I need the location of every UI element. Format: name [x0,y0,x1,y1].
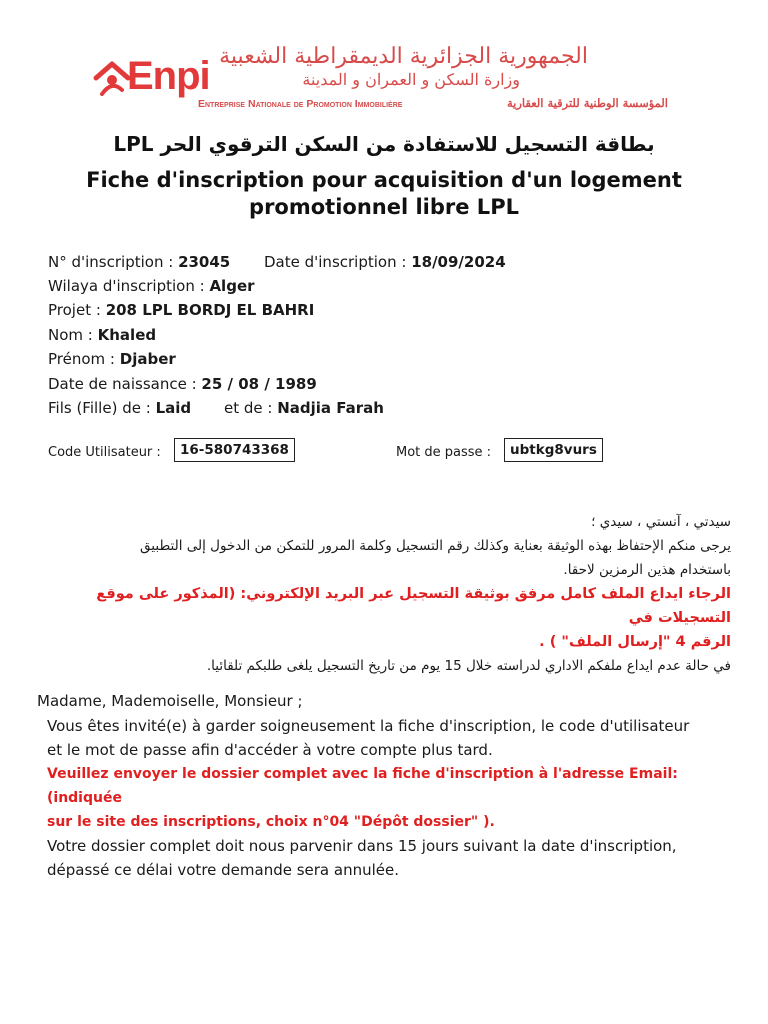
french-greeting: Madame, Mademoiselle, Monsieur ; [37,692,303,710]
et-value: Nadjia Farah [277,399,384,417]
prenom-value: Djaber [119,350,176,368]
arabic-notice [31,510,731,678]
prenom-row [48,349,176,369]
inscription-number-label: N° d'inscription : [48,253,174,271]
wilaya-label: Wilaya d'inscription : [48,277,205,295]
arabic-red-line-2: الرقم 4 "إرسال الملف" ) . [539,634,731,650]
page-title-fr-line2: promotionnel libre LPL [249,195,519,219]
naissance-row [48,374,317,394]
french-line-2: et le mot de passe afin d'accéder à votre compte plus tard. [47,741,493,759]
page-title-ar: بطاقة التسجيل للاستفادة من السكن الترقوي الحر LPL [113,132,655,156]
fils-value: Laid [155,399,192,417]
et-label: et de : [224,399,273,417]
nom-value: Khaled [97,326,157,344]
arabic-greeting: سيدتي ، آنستي ، سيدي ؛ [591,514,731,530]
logo-text: Enpi [127,54,210,98]
arabic-line-3: في حالة عدم ايداع ملفكم الاداري لدراسته خلال 15 يوم من تاريخ التسجيل يلغى طلبكم تلقائيا. [206,658,731,674]
parents-row [48,398,191,418]
projet-value: 208 LPL BORDJ EL BAHRI [105,301,315,319]
inscription-date-value: 18/09/2024 [411,253,506,271]
naissance-label: Date de naissance : [48,375,197,393]
nom-label: Nom : [48,326,93,344]
password-box: ubtkg8vurs [504,438,603,462]
french-line-4: dépassé ce délai votre demande sera annulée. [47,861,400,879]
header-enpi-ar: المؤسسة الوطنية للترقية العقارية [506,96,668,110]
inscription-number-value: 23045 [178,253,231,271]
french-red-line-2: sur le site des inscriptions, choix n°04 "Dépôt dossier" ). [47,814,495,830]
wilaya-value: Alger [209,277,255,295]
inscription-date-row [264,252,506,272]
french-line-1: Vous êtes invité(e) à garder soigneusement la fiche d'inscription, le code d'utilisateur [47,717,690,735]
password-label: Mot de passe : [396,445,492,460]
arabic-line-2: باستخدام هذين الرمزين لاحقا. [563,562,731,578]
header-republic-ar: الجمهورية الجزائرية الديمقراطية الشعبية [219,44,588,69]
page-title-fr-line1: Fiche d'inscription pour acquisition d'un logement [86,168,682,192]
arabic-red-line-1: الرجاء ايداع الملف كامل مرفق بوثيقة التسجيل عبر البريد الإلكتروني: (المذكور على موقع التسجيلات في [96,586,731,626]
user-code-label: Code Utilisateur : [48,445,161,460]
projet-row [48,300,314,320]
mother-row [224,398,384,418]
french-red-line-1: Veuillez envoyer le dossier complet avec la fiche d'inscription à l'adresse Email: (indiquée [47,766,678,806]
header-enpi-fr: Entreprise Nationale de Promotion Immobilière [198,98,403,110]
page-title-fr [0,167,768,221]
user-code-box: 16-580743368 [174,438,295,462]
fils-label: Fils (Fille) de : [48,399,151,417]
nom-row [48,325,156,345]
prenom-label: Prénom : [48,350,115,368]
inscription-number-row [48,252,230,272]
wilaya-row [48,276,255,296]
arabic-line-1: يرجى منكم الإحتفاظ بهذه الوثيقة بعناية وكذلك رقم التسجيل وكلمة المرور للتمكن من الدخول إلى التطبيق [140,538,731,554]
french-line-3: Votre dossier complet doit nous parvenir dans 15 jours suivant la date d'inscription, [47,837,677,855]
projet-label: Projet : [48,301,101,319]
header-ministry-ar: وزارة السكن و العمران و المدينة [302,70,520,89]
naissance-value: 25 / 08 / 1989 [201,375,317,393]
inscription-date-label: Date d'inscription : [264,253,407,271]
french-notice [47,714,737,882]
